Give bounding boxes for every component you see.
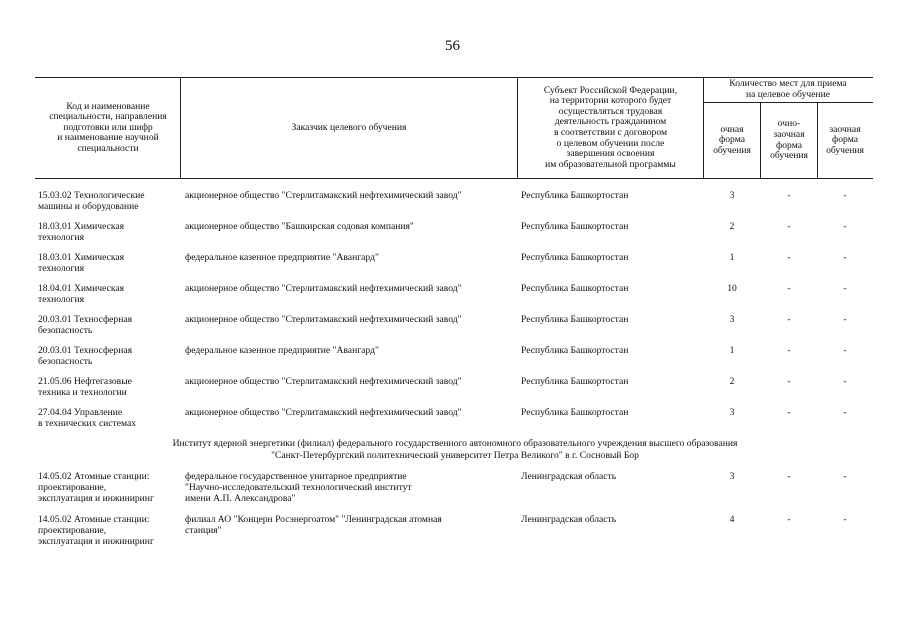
customer-name: федеральное казенное предприятие "Авангард"	[185, 345, 379, 356]
distance-count: -	[843, 345, 847, 356]
table-row	[0, 515, 905, 555]
full-time-count: 2	[729, 376, 735, 387]
full-time-count: 1	[729, 252, 735, 263]
header-full-time: очная форма обучения	[713, 123, 751, 156]
specialty-code: 15.03.02 Технологические машины и оборудование	[38, 190, 145, 212]
page-number: 56	[445, 38, 460, 54]
region-name: Ленинградская область	[521, 514, 617, 525]
customer-name: акционерное общество "Стерлитамакский нефтехимический завод"	[185, 314, 462, 325]
header-distance: заочная форма обучения	[826, 123, 864, 156]
header-region: Субъект Российской Федерации, на территории которого будет осуществляться трудовая деятельность гражданином в соответствии с договором о целевом обучении после завершения освоения им образовательной программы	[543, 84, 678, 170]
full-time-count: 3	[729, 314, 735, 325]
part-time-count: -	[787, 514, 791, 525]
distance-count: -	[843, 314, 847, 325]
customer-name: федеральное государственное унитарное предприятие "Научно-исследовательский технологический институт имени А.П. Александрова"	[185, 471, 412, 504]
distance-count: -	[843, 283, 847, 294]
part-time-count: -	[787, 252, 791, 263]
full-time-count: 3	[729, 190, 735, 201]
distance-count: -	[843, 514, 847, 525]
region-name: Ленинградская область	[521, 471, 617, 482]
specialty-code: 20.03.01 Техносферная безопасность	[38, 314, 133, 336]
distance-count: -	[843, 376, 847, 387]
distance-count: -	[843, 252, 847, 263]
region-name: Республика Башкортостан	[521, 252, 629, 263]
institution-section-title: Институт ядерной энергетики (филиал) федерального государственного автономного образовательного учреждения высшего образования "Санкт-Петербургский политехнический университет Петра Великого" в г. Сосновый Бор	[172, 438, 738, 461]
header-bottom-rule	[35, 178, 873, 179]
part-time-count: -	[787, 283, 791, 294]
region-name: Республика Башкортостан	[521, 283, 629, 294]
region-name: Республика Башкортостан	[521, 376, 629, 387]
distance-count: -	[843, 221, 847, 232]
distance-count: -	[843, 190, 847, 201]
table-row	[0, 472, 905, 512]
customer-name: акционерное общество "Стерлитамакский нефтехимический завод"	[185, 283, 462, 294]
region-name: Республика Башкортостан	[521, 314, 629, 325]
table-row	[0, 191, 905, 223]
header-part-time: очно- заочная форма обучения	[770, 118, 808, 162]
specialty-code: 21.05.06 Нефтегазовые техника и технологии	[38, 376, 132, 398]
table-row	[0, 377, 905, 409]
table-row	[0, 315, 905, 347]
table-row	[0, 253, 905, 285]
customer-name: акционерное общество "Стерлитамакский нефтехимический завод"	[185, 190, 462, 201]
full-time-count: 4	[729, 514, 735, 525]
full-time-count: 3	[729, 407, 735, 418]
full-time-count: 3	[729, 471, 735, 482]
full-time-count: 10	[727, 283, 737, 294]
table-row	[0, 408, 905, 440]
distance-count: -	[843, 407, 847, 418]
specialty-code: 18.04.01 Химическая технология	[38, 283, 125, 305]
region-name: Республика Башкортостан	[521, 407, 629, 418]
full-time-count: 2	[729, 221, 735, 232]
customer-name: акционерное общество "Башкирская содовая компания"	[185, 221, 414, 232]
specialty-code: 18.03.01 Химическая технология	[38, 221, 125, 243]
full-time-count: 1	[729, 345, 735, 356]
region-name: Республика Башкортостан	[521, 221, 629, 232]
region-name: Республика Башкортостан	[521, 345, 629, 356]
part-time-count: -	[787, 221, 791, 232]
table-row	[0, 222, 905, 254]
table-row	[0, 346, 905, 378]
header-code: Код и наименование специальности, направления подготовки или шифр и наименование научной специальности	[49, 100, 167, 154]
specialty-code: 18.03.01 Химическая технология	[38, 252, 125, 274]
distance-count: -	[843, 471, 847, 482]
part-time-count: -	[787, 345, 791, 356]
part-time-count: -	[787, 376, 791, 387]
part-time-count: -	[787, 190, 791, 201]
specialty-code: 20.03.01 Техносферная безопасность	[38, 345, 133, 367]
customer-name: филиал АО "Концерн Росэнергоатом" "Ленинградская атомная станция"	[185, 514, 442, 536]
specialty-code: 14.05.02 Атомные станции: проектирование, эксплуатация и инжиниринг	[38, 471, 154, 504]
specialty-code: 27.04.04 Управление в технических системах	[38, 407, 137, 429]
part-time-count: -	[787, 407, 791, 418]
customer-name: федеральное казенное предприятие "Авангард"	[185, 252, 379, 263]
customer-name: акционерное общество "Стерлитамакский нефтехимический завод"	[185, 407, 462, 418]
part-time-count: -	[787, 471, 791, 482]
specialty-code: 14.05.02 Атомные станции: проектирование, эксплуатация и инжиниринг	[38, 514, 154, 547]
table-row	[0, 284, 905, 316]
header-customer: Заказчик целевого обучения	[291, 121, 407, 133]
region-name: Республика Башкортостан	[521, 190, 629, 201]
part-time-count: -	[787, 314, 791, 325]
header-places: Количество мест для приема на целевое обучение	[729, 78, 847, 100]
customer-name: акционерное общество "Стерлитамакский нефтехимический завод"	[185, 376, 462, 387]
